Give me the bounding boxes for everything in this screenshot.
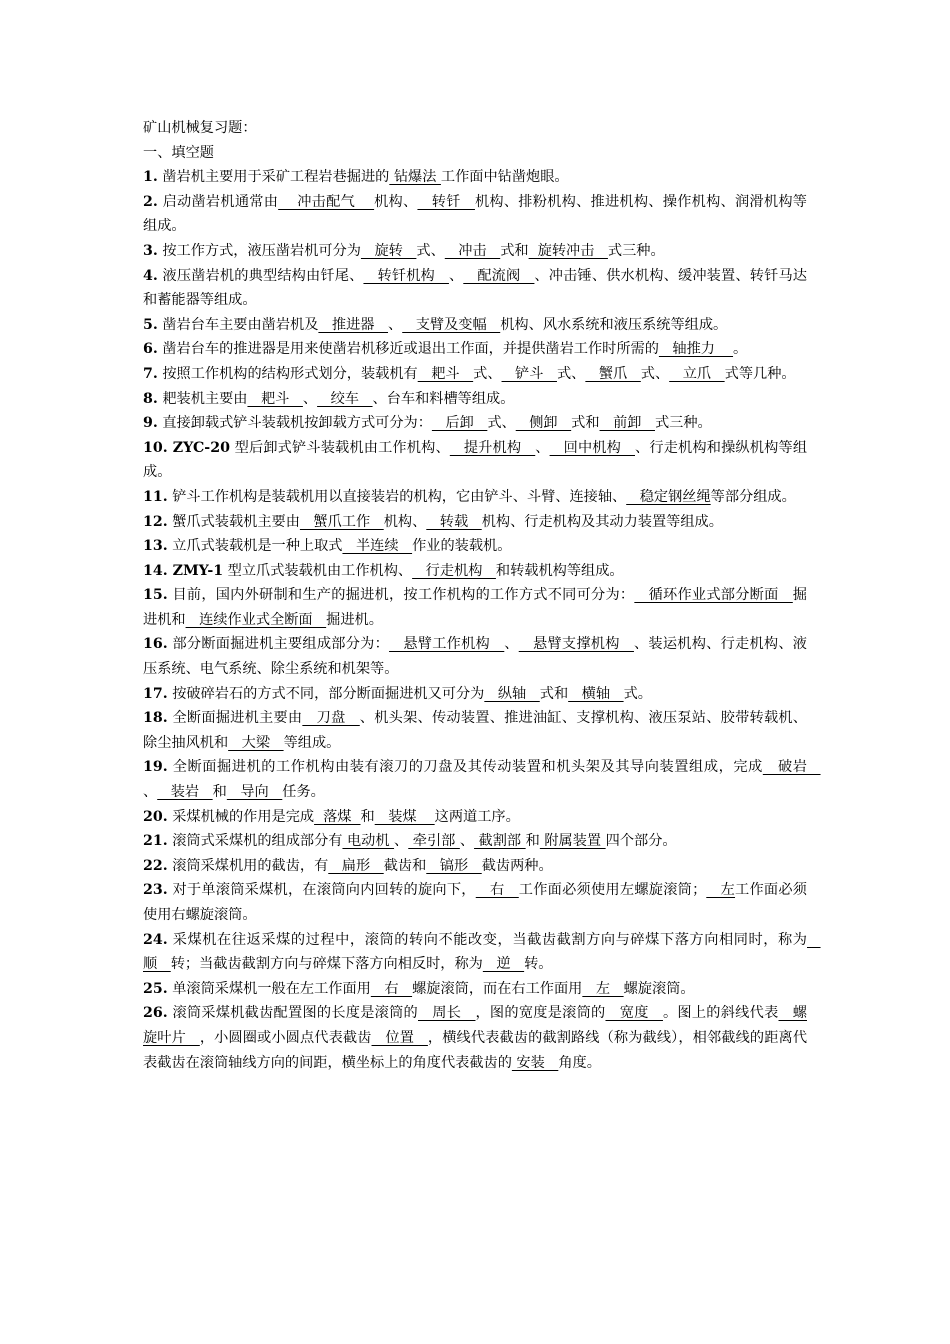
answer-blank: 转载 [426, 513, 482, 530]
question-number: 13. [143, 538, 168, 555]
question-text: 式和 [571, 415, 600, 432]
question-text: 这两道工序。 [434, 808, 520, 825]
question-text: 机构、风水系统和液压系统等组成。 [500, 316, 728, 333]
question-text: 滚筒式采煤机的组成部分有 [167, 833, 343, 850]
question-item [143, 632, 807, 681]
answer-blank: 连续作业式全断面 [185, 611, 327, 628]
question-text: 截齿两种。 [481, 857, 553, 874]
question-text: 工作面必须使用右螺旋滚筒。 [143, 882, 807, 923]
question-number: 14. ZMY-1 [143, 562, 224, 579]
answer-blank: 左 [706, 882, 736, 899]
question-text: 、冲击锤、供水机构、缓冲装置、转钎马达和蓄能器等组成。 [143, 267, 807, 309]
answer-blank: 半连续 [342, 538, 413, 555]
question-item [143, 977, 807, 1002]
question-text: 按照工作机构的结构形式划分，装载机有 [157, 365, 418, 382]
question-number: 2. [143, 193, 158, 210]
question-item [143, 1001, 807, 1075]
answer-blank: 牵引部 [408, 833, 460, 850]
question-number: 18. [143, 710, 168, 727]
question-number: 24. [143, 931, 168, 948]
answer-blank: 螺旋叶片 [143, 1005, 807, 1046]
question-item [143, 436, 807, 485]
question-text: 凿岩台车的推进器是用来使凿岩机移近或退出工作面，并提供凿岩工作时所需的 [157, 341, 659, 358]
question-item [143, 805, 807, 830]
question-text: 凿岩台车主要由凿岩机及 [157, 316, 319, 333]
answer-blank: 蟹爪工作 [299, 513, 384, 530]
question-text: 式、 [487, 415, 516, 432]
question-number: 16. [143, 636, 168, 653]
question-text: 掘进机。 [326, 611, 383, 628]
question-text: 、行走机构和操纵机构等组成。 [143, 439, 808, 481]
question-text: 式和 [500, 242, 529, 259]
question-text: 全断面掘进机主要由 [167, 710, 303, 727]
question-number: 23. [143, 882, 168, 899]
question-text: 螺旋滚筒，而在右工作面用 [412, 980, 583, 997]
answer-blank: 装煤 [374, 808, 435, 825]
question-text: 截齿和 [383, 857, 427, 874]
question-text: 等部分组成。 [710, 488, 796, 505]
question-text: 、装运机构、行走机构、液压系统、电气系统、除尘系统和机架等。 [143, 636, 807, 678]
answer-blank: 冲击配气 [278, 193, 375, 210]
answer-blank: 行走机构 [412, 562, 496, 579]
question-item [143, 411, 807, 436]
question-text: 式三种。 [607, 242, 665, 259]
question-text: 凿岩机主要用于采矿工程岩巷掘进的 [157, 169, 390, 186]
answer-blank: 冲击 [444, 242, 501, 259]
question-text: 机构、排粉机构、推进机构、操作机构、润滑机构等组成。 [143, 193, 807, 235]
question-number: 8. [143, 390, 158, 407]
question-item [143, 387, 807, 412]
answer-blank: 左 [582, 980, 624, 997]
answer-blank: 立爪 [669, 365, 725, 382]
answer-blank: 破岩 [762, 759, 821, 776]
question-text: 滚筒采煤机用的截齿，有 [167, 857, 329, 874]
answer-blank: 转钎机构 [363, 267, 449, 284]
question-text: 、 [143, 784, 158, 801]
question-number: 9. [143, 415, 158, 432]
question-item [143, 928, 821, 977]
answer-blank: 耙斗 [247, 390, 303, 407]
answer-blank: 后卸 [431, 415, 488, 432]
question-item [143, 559, 807, 584]
question-text: 启动凿岩机通常由 [157, 193, 279, 210]
question-text: 蟹爪式装载机主要由 [167, 513, 300, 530]
answer-blank: 旋转冲击 [528, 242, 608, 259]
answer-blank: 支臂及变幅 [402, 316, 501, 333]
question-item [143, 165, 807, 190]
question-number: 21. [143, 833, 168, 850]
answer-blank: 镐形 [426, 857, 482, 874]
question-text: 角度。 [558, 1054, 601, 1071]
question-item [143, 485, 807, 510]
answer-blank: 顺 [143, 931, 821, 973]
question-number: 4. [143, 267, 158, 284]
question-item [143, 313, 807, 338]
question-text: 式、 [556, 365, 586, 382]
question-text: 、机头架、传动装置、推进油缸、支撑机构、液压泵站、胶带转载机、除尘抽风机和 [143, 710, 807, 751]
question-text: 、 [394, 833, 409, 850]
question-text: 机构、 [374, 193, 418, 210]
question-text: 等组成。 [283, 734, 341, 751]
answer-blank: 推进器 [318, 316, 389, 333]
question-text: 机构、行走机构及其动力装置等组成。 [481, 513, 723, 530]
question-text: 、 [302, 390, 318, 407]
question-text: 采煤机械的作用是完成 [167, 808, 315, 825]
answer-blank: 横轴 [568, 685, 624, 702]
question-item [143, 878, 807, 927]
answer-blank: 逆 [482, 956, 525, 973]
answer-blank: 导向 [226, 784, 283, 801]
question-number: 17. [143, 685, 168, 702]
question-text: 全断面掘进机的工作机构由装有滚刀的刀盘及其传动装置和机头架及其导向装置组成，完成 [167, 759, 763, 776]
question-text: 按破碎岩石的方式不同，部分断面掘进机又可分为 [167, 685, 485, 702]
answer-blank: 右 [370, 980, 413, 997]
question-text: 转；当截齿截割方向与碎煤下落方向相反时，称为 [170, 956, 483, 973]
answer-blank: 耙斗 [417, 365, 474, 382]
question-number: 26. [143, 1005, 168, 1022]
answer-blank: 落煤 [314, 808, 361, 825]
question-text: 按工作方式，液压凿岩机可分为 [157, 242, 361, 259]
answer-blank: 截割部 [474, 833, 526, 850]
question-text: 和转载机构等组成。 [495, 562, 624, 579]
question-item [143, 682, 807, 707]
question-item [143, 190, 807, 239]
answer-blank: 提升机构 [449, 439, 536, 456]
question-text: 和 [525, 833, 540, 850]
question-item [143, 534, 807, 559]
answer-blank: 蟹爪 [585, 365, 641, 382]
question-text: 直接卸载式铲斗装载机按卸载方式可分为： [157, 415, 432, 432]
question-text: 四个部分。 [605, 833, 677, 850]
answer-blank: 铲斗 [501, 365, 557, 382]
question-text: 式、 [473, 365, 502, 382]
question-text: 型后卸式铲斗装载机由工作机构、 [229, 439, 450, 456]
answer-blank: 宽度 [605, 1005, 663, 1022]
question-text: 。 [733, 341, 748, 358]
question-number: 19. [143, 759, 168, 776]
question-text: 液压凿岩机的典型结构由钎尾、 [157, 267, 364, 284]
answer-blank: 右 [475, 882, 519, 899]
answer-blank: 侧卸 [515, 415, 572, 432]
answer-blank: 装岩 [157, 784, 213, 801]
question-text: 任务。 [282, 784, 325, 801]
question-list [143, 165, 821, 1075]
question-item [143, 264, 807, 313]
question-number: 15. [143, 587, 168, 604]
answer-blank: 位置 [371, 1029, 428, 1046]
question-text: 对于单滚筒采煤机，在滚筒向内回转的旋向下， [167, 882, 476, 899]
answer-blank: 配流阀 [463, 267, 535, 284]
question-text: 部分断面掘进机主要组成部分为： [167, 636, 390, 653]
question-text: 和 [360, 808, 375, 825]
answer-blank: 悬臂工作机构 [389, 636, 505, 653]
question-text: 立爪式装载机是一种上取式 [167, 538, 343, 555]
answer-blank: 刀盘 [302, 710, 360, 727]
answer-blank: 绞车 [317, 390, 373, 407]
question-number: 5. [143, 316, 158, 333]
question-item [143, 510, 807, 535]
question-text: 式等几种。 [724, 365, 796, 382]
question-item [143, 755, 821, 804]
question-number: 7. [143, 365, 158, 382]
question-item [143, 829, 807, 854]
question-text: 、 [535, 439, 550, 456]
question-text: 、 [504, 636, 519, 653]
section-heading: 一、填空题 [143, 144, 214, 161]
question-text: 、 [388, 316, 403, 333]
answer-blank: 周长 [418, 1005, 476, 1022]
answer-blank: 转钎 [417, 193, 475, 210]
document-title: 矿山机械复习题： [143, 120, 257, 136]
answer-blank: 大梁 [228, 734, 284, 751]
question-number: 10. ZYC-20 [143, 439, 230, 456]
answer-blank: 钻爆法 [389, 169, 441, 186]
question-number: 1. [143, 169, 158, 186]
question-text: 式、 [640, 365, 670, 382]
question-item [143, 854, 807, 879]
question-text: 采煤机在往返采煤的过程中，滚筒的转向不能改变，当截齿截割方向与碎煤下落方向相同时，称为 [167, 931, 807, 948]
question-text: 。图上的斜线代表 [662, 1005, 779, 1022]
question-item [143, 583, 807, 632]
question-number: 3. [143, 242, 158, 259]
question-text: 、台车和料槽等组成。 [372, 390, 515, 407]
question-number: 25. [143, 980, 168, 997]
question-text: 、 [459, 833, 475, 850]
question-text: 单滚筒采煤机一般在左工作面用 [167, 980, 371, 997]
question-text: 和 [212, 784, 227, 801]
question-item [143, 706, 807, 755]
question-text: 螺旋滚筒。 [623, 980, 695, 997]
question-text: 工作面必须使用左螺旋滚筒； [518, 882, 707, 899]
question-text: 工作面中钻凿炮眼。 [440, 169, 569, 186]
question-item [143, 362, 807, 387]
question-text: 作业的装载机。 [412, 538, 512, 555]
question-number: 12. [143, 513, 168, 530]
question-text: 型立爪式装载机由工作机构、 [223, 562, 413, 579]
question-text: 式。 [623, 685, 652, 702]
question-text: 滚筒采煤机截齿配置图的长度是滚筒的 [167, 1005, 418, 1022]
question-number: 11. [143, 488, 168, 505]
question-number: 22. [143, 857, 168, 874]
question-text: 式和 [539, 685, 569, 702]
question-item [143, 239, 807, 264]
answer-blank: 附属装置 [539, 833, 606, 850]
question-text: ，横线代表截齿的截割路线（称为截线），相邻截线的距离代表截齿在滚筒轴线方向的间距，横坐标上的角度代表截齿的 [143, 1029, 808, 1071]
answer-blank: 纵轴 [484, 685, 540, 702]
question-text: 式三种。 [654, 415, 712, 432]
question-text: 铲斗工作机构是装载机用以直接装岩的机构，它由铲斗、斗臂、连接轴、 [167, 488, 627, 505]
answer-blank: 前卸 [599, 415, 655, 432]
document-page [143, 116, 821, 1075]
answer-blank: 安装 [511, 1054, 559, 1071]
question-text: 目前，国内外研制和生产的掘进机，按工作机构的工作方式不同可分为： [167, 587, 635, 604]
question-text: 机构、 [383, 513, 427, 530]
answer-blank: 扁形 [328, 857, 384, 874]
question-text: 式、 [416, 242, 445, 259]
question-number: 6. [143, 341, 158, 358]
question-text: 、 [448, 267, 464, 284]
question-text: 转。 [524, 956, 553, 973]
answer-blank: 旋转 [360, 242, 417, 259]
question-text: 掘进机和 [143, 587, 807, 628]
answer-blank: 稳定钢丝绳 [626, 488, 711, 505]
question-text: 耙装机主要由 [157, 390, 248, 407]
answer-blank: 循环作业式部分断面 [634, 587, 793, 604]
question-text: ，图的宽度是滚筒的 [475, 1005, 606, 1022]
answer-blank: 回中机构 [549, 439, 635, 456]
question-text: ，小圆圈或小圆点代表截齿 [199, 1029, 372, 1046]
answer-blank: 电动机 [342, 833, 395, 850]
answer-blank: 悬臂支撑机构 [518, 636, 634, 653]
answer-blank: 轴推力 [658, 341, 734, 358]
question-number: 20. [143, 808, 168, 825]
question-item [143, 337, 807, 362]
